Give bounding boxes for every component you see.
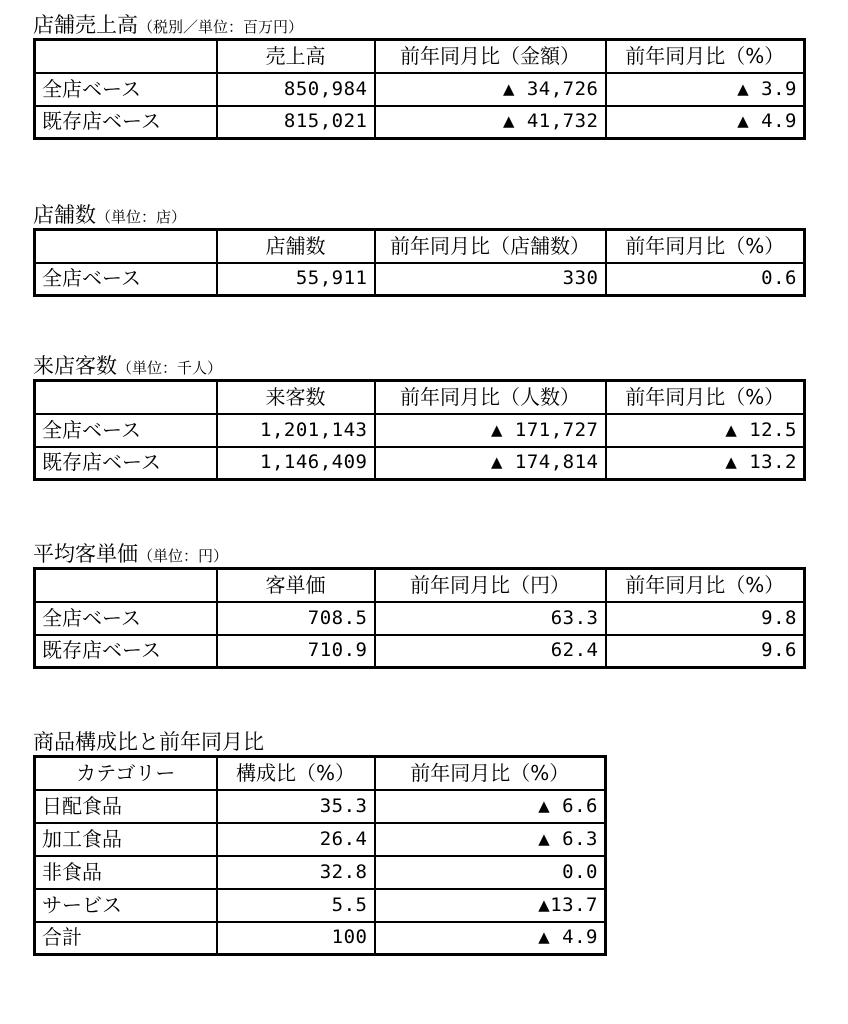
avg-price-header-value: 客単価 (217, 569, 375, 602)
row-yoy-people: ▲ 174,814 (375, 447, 606, 480)
row-yoy-yen: 62.4 (375, 635, 606, 668)
row-yoy-pct: ▲ 12.5 (606, 414, 805, 447)
mix-header-category: カテゴリー (35, 757, 217, 790)
row-yoy-pct: ▲ 4.9 (606, 106, 805, 139)
row-label: 加工食品 (35, 823, 217, 856)
avg-price-section (33, 543, 806, 669)
table-row (35, 889, 606, 922)
table-row (35, 414, 805, 447)
row-yoy-count: 330 (375, 263, 606, 296)
row-value: 1,146,409 (217, 447, 375, 480)
avg-price-unit: （単位：円） (138, 547, 229, 565)
table-row (35, 263, 805, 296)
customers-title: 来店客数 (33, 354, 117, 378)
sales-header-yoy-pct: 前年同月比（%） (606, 40, 805, 73)
table-row (35, 856, 606, 889)
row-share: 100 (217, 922, 375, 955)
customers-unit: （単位：千人） (117, 359, 223, 377)
table-row (35, 790, 606, 823)
table-row (35, 635, 805, 668)
table-row (35, 922, 606, 955)
sales-header-blank (35, 40, 217, 73)
row-label: 全店ベース (35, 602, 217, 635)
row-yoy-pct: ▲ 4.9 (375, 922, 606, 955)
mix-section-title (33, 731, 607, 753)
row-share: 35.3 (217, 790, 375, 823)
avg-price-header-yoy-pct: 前年同月比（%） (606, 569, 805, 602)
customers-header-row (35, 381, 805, 414)
row-label: 全店ベース (35, 73, 217, 106)
sales-section (33, 14, 806, 140)
stores-header-yoy-pct: 前年同月比（%） (606, 230, 805, 263)
stores-unit: （単位：店） (96, 208, 187, 226)
row-value: 850,984 (217, 73, 375, 106)
stores-header-row (35, 230, 805, 263)
stores-title: 店舗数 (33, 203, 96, 227)
table-row (35, 602, 805, 635)
table-row (35, 447, 805, 480)
row-yoy-pct: ▲ 3.9 (606, 73, 805, 106)
row-yoy-amount: ▲ 34,726 (375, 73, 606, 106)
stores-section-title (33, 204, 806, 226)
row-label: 既存店ベース (35, 447, 217, 480)
row-yoy-pct: ▲13.7 (375, 889, 606, 922)
row-label: 既存店ベース (35, 635, 217, 668)
row-yoy-amount: ▲ 41,732 (375, 106, 606, 139)
customers-header-blank (35, 381, 217, 414)
stores-header-blank (35, 230, 217, 263)
row-label: 合計 (35, 922, 217, 955)
sales-header-value: 売上高 (217, 40, 375, 73)
row-yoy-pct: ▲ 6.6 (375, 790, 606, 823)
stores-header-yoy-count: 前年同月比（店舗数） (375, 230, 606, 263)
sales-title: 店舗売上高 (33, 13, 138, 37)
row-share: 5.5 (217, 889, 375, 922)
stores-section (33, 204, 806, 297)
sales-unit: （税別／単位：百万円） (138, 18, 304, 36)
sales-section-title (33, 14, 806, 36)
table-row (35, 106, 805, 139)
row-value: 815,021 (217, 106, 375, 139)
avg-price-section-title (33, 543, 806, 565)
row-yoy-yen: 63.3 (375, 602, 606, 635)
row-label: サービス (35, 889, 217, 922)
table-row (35, 823, 606, 856)
row-label: 全店ベース (35, 414, 217, 447)
customers-table (33, 379, 806, 481)
stores-header-value: 店舗数 (217, 230, 375, 263)
row-value: 708.5 (217, 602, 375, 635)
mix-section (33, 731, 607, 956)
customers-header-yoy-pct: 前年同月比（%） (606, 381, 805, 414)
customers-header-value: 来客数 (217, 381, 375, 414)
sales-header-row (35, 40, 805, 73)
row-label: 日配食品 (35, 790, 217, 823)
avg-price-title: 平均客単価 (33, 542, 138, 566)
stores-table (33, 228, 806, 297)
row-yoy-pct: 0.0 (375, 856, 606, 889)
row-value: 55,911 (217, 263, 375, 296)
table-row (35, 73, 805, 106)
avg-price-header-yoy-yen: 前年同月比（円） (375, 569, 606, 602)
row-yoy-pct: 9.8 (606, 602, 805, 635)
mix-title: 商品構成比と前年同月比 (33, 730, 264, 754)
row-label: 既存店ベース (35, 106, 217, 139)
avg-price-header-blank (35, 569, 217, 602)
mix-header-row (35, 757, 606, 790)
customers-section (33, 355, 806, 481)
customers-section-title (33, 355, 806, 377)
mix-table (33, 755, 607, 956)
customers-header-yoy-people: 前年同月比（人数） (375, 381, 606, 414)
row-yoy-pct: ▲ 13.2 (606, 447, 805, 480)
sales-table (33, 38, 806, 140)
row-value: 710.9 (217, 635, 375, 668)
mix-header-share: 構成比（%） (217, 757, 375, 790)
avg-price-header-row (35, 569, 805, 602)
row-yoy-people: ▲ 171,727 (375, 414, 606, 447)
row-yoy-pct: 9.6 (606, 635, 805, 668)
row-yoy-pct: ▲ 6.3 (375, 823, 606, 856)
row-value: 1,201,143 (217, 414, 375, 447)
mix-header-yoy-pct: 前年同月比（%） (375, 757, 606, 790)
row-share: 32.8 (217, 856, 375, 889)
row-label: 全店ベース (35, 263, 217, 296)
row-share: 26.4 (217, 823, 375, 856)
row-label: 非食品 (35, 856, 217, 889)
row-yoy-pct: 0.6 (606, 263, 805, 296)
avg-price-table (33, 567, 806, 669)
sales-header-yoy-amount: 前年同月比（金額） (375, 40, 606, 73)
